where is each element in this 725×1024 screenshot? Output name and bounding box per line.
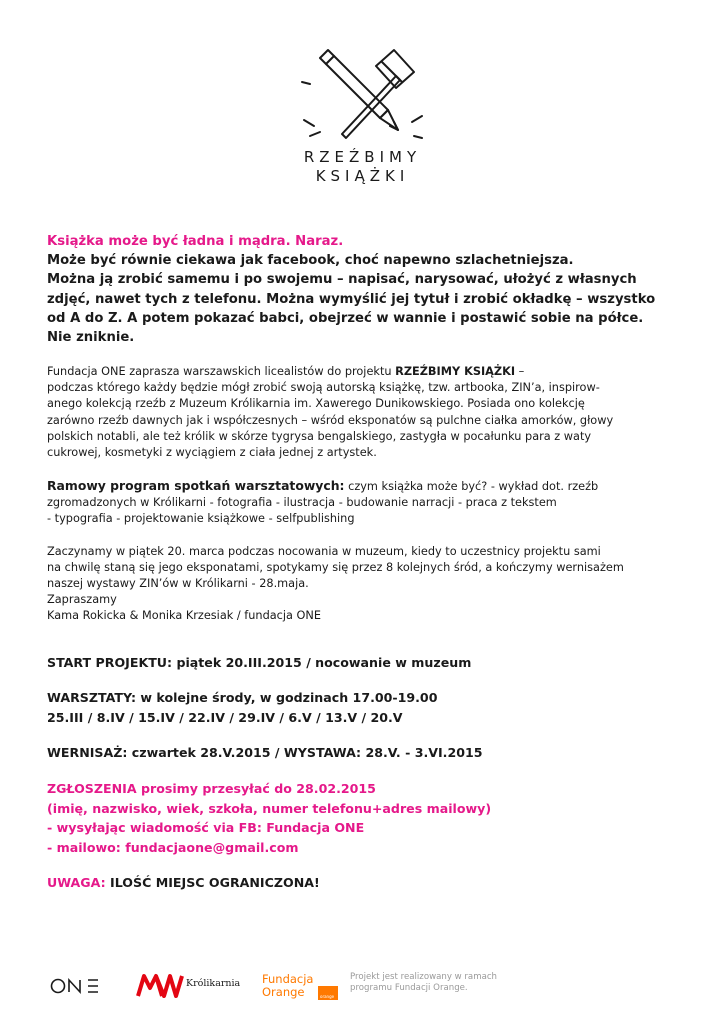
workshops-info: WARSZTATY: w kolejne środy, w godzinach 17.00-19.00 <box>47 690 438 706</box>
logo-title <box>270 148 455 186</box>
schedule-line: na chwilę staną się jego eksponatami, spotykamy się przez 8 kolejnych śród, a kończymy wernisażem <box>47 561 624 575</box>
opening-info: WERNISAŻ: czwartek 28.V.2015 / WYSTAWA: 28.V. - 3.VI.2015 <box>47 745 483 761</box>
program-text: czym książka może być? - wykład dot. rzeźb <box>344 479 599 493</box>
schedule-line: naszej wystawy ZIN’ów w Królikarni - 28.maja. <box>47 577 309 591</box>
logo-title-line1: RZEŹBIMY <box>303 148 422 166</box>
program-heading: Ramowy program spotkań warsztatowych: <box>47 477 345 493</box>
fundacja-orange-logo <box>262 973 347 1001</box>
sponsor-note-line1: Projekt jest realizowany w ramach <box>350 972 498 982</box>
applications-deadline: prosimy przesyłać do 28.02.2015 <box>136 780 376 796</box>
sponsors-footer <box>50 970 690 1002</box>
applications-fb: - wysyłając wiadomość via FB: Fundacja ONE <box>47 820 365 836</box>
sponsor-note-line2: programu Fundacji Orange. <box>350 983 468 993</box>
fundacja-orange-line2: Orange <box>262 985 305 999</box>
applications-email[interactable]: - mailowo: fundacjaone@gmail.com <box>47 839 299 855</box>
program-paragraph <box>47 478 687 495</box>
intro-line: Można ją zrobić samemu i po swojemu – napisać, narysować, ułożyć z własnych <box>47 272 637 288</box>
intro-line: zdjęć, nawet tych z telefonu. Można wymyślić jej tytuł i zrobić okładkę – wszystko <box>47 291 656 307</box>
applications-label: ZGŁOSZENIA <box>47 780 137 796</box>
program-line: zgromadzonych w Królikarni - fotografia - ilustracja - budowanie narracji - praca z tekstem <box>47 495 557 509</box>
intro-headline: Książka może być ładna i mądra. Naraz. <box>47 234 344 249</box>
description-line: cukrowej, kosmetyki z wyciągiem z ciała jednej z artystek. <box>47 445 377 459</box>
start-date: START PROJEKTU: piątek 20.III.2015 / nocowanie w muzeum <box>47 654 472 670</box>
schedule-line: Zaczynamy w piątek 20. marca podczas nocowania w muzeum, kiedy to uczestnicy projektu sami <box>47 545 601 559</box>
project-name: RZEŹBIMY KSIĄŻKI <box>395 365 516 379</box>
description-line: podczas którego każdy będzie mógł zrobić swoją autorską książkę, tzw. artbooka, ZIN’a, inspirow- <box>47 381 600 395</box>
krolikarnia-logo-icon <box>136 972 184 998</box>
warning-text: ILOŚĆ MIEJSC OGRANICZONA! <box>105 875 320 891</box>
description-line: zarówno rzeźb dawnych jak i współczesnych – wśród eksponatów są pulchne ciałka amorków, głowy <box>47 413 614 427</box>
invitation-line: Zapraszamy <box>47 593 117 607</box>
flyer-content <box>47 232 687 893</box>
krolikarnia-label: Królikarnia <box>186 978 241 989</box>
intro-line: Może być równie ciekawa jak facebook, choć napewno szlachetniejsza. <box>47 253 574 269</box>
description-text: – <box>515 365 525 379</box>
workshop-dates: 25.III / 8.IV / 15.IV / 22.IV / 29.IV / 6.V / 13.V / 20.V <box>47 709 403 725</box>
warning-label: UWAGA: <box>47 875 106 891</box>
orange-square-icon <box>318 986 338 1000</box>
fundacja-orange-line1: Fundacja <box>262 972 314 986</box>
orange-box-label: orange <box>320 994 335 999</box>
logo-title-line2: KSIĄŻKI <box>315 167 410 185</box>
crossed-pencil-and-hammer-icon <box>290 42 440 152</box>
sponsor-note <box>350 972 520 994</box>
description-text: Fundacja ONE zaprasza warszawskich licealistów do projektu <box>47 365 396 379</box>
intro-line: od A do Z. A potem pokazać babci, obejrzeć w wannie i postawić sobie na półce. <box>47 310 644 326</box>
applications-line <box>47 779 687 799</box>
signature-line: Kama Rokicka & Monika Krzesiak / fundacja ONE <box>47 609 322 623</box>
description-line: polskich notabli, ale też królik w skórze tygrysa bengalskiego, zastygła w pocałunku para z waty <box>47 429 592 443</box>
description-paragraph <box>47 364 687 380</box>
warning-line <box>47 873 687 893</box>
intro-line: Nie zniknie. <box>47 330 135 346</box>
program-line: - typografia - projektowanie książkowe - selfpublishing <box>47 511 355 525</box>
one-logo-icon <box>50 976 102 996</box>
description-line: anego kolekcją rzeźb z Muzeum Królikarnia im. Xawerego Dunikowskiego. Posiada ono kolekcję <box>47 397 585 411</box>
applications-requirements: (imię, nazwisko, wiek, szkoła, numer telefonu+adres mailowy) <box>47 800 492 816</box>
